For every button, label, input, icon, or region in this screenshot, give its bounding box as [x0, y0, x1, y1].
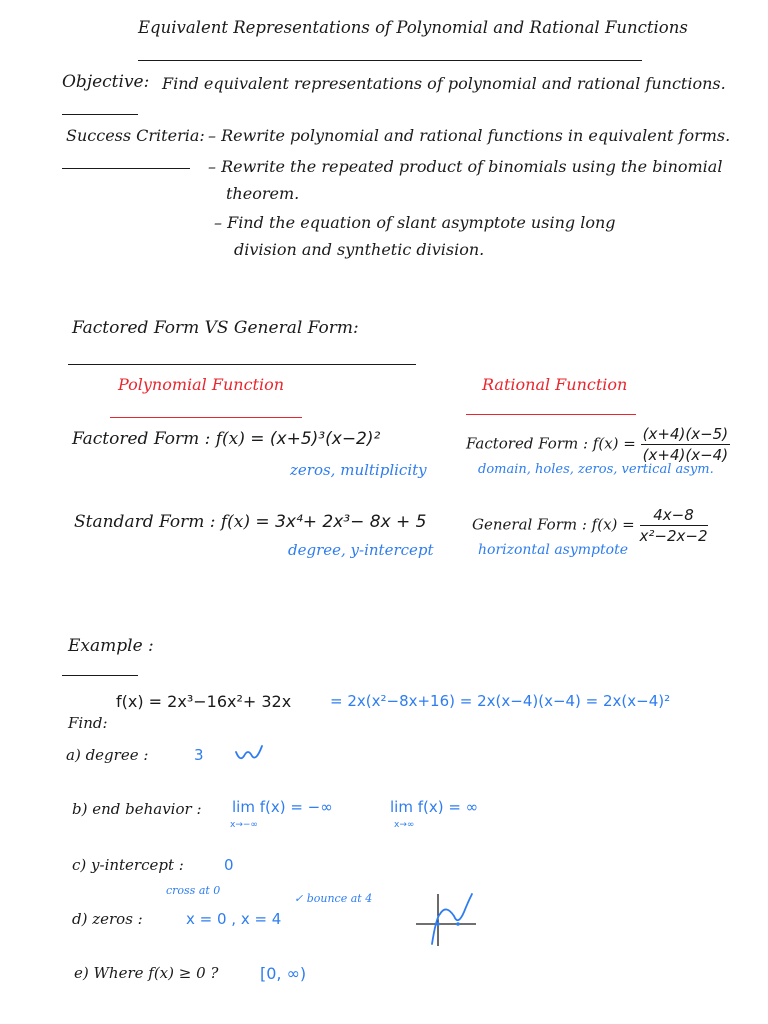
item-e-answer: [0, ∞): [260, 964, 307, 983]
section-title: Factored Form VS General Form:: [72, 318, 359, 338]
poly-factored-form: [72, 429, 380, 449]
rational-factored-fraction: [641, 425, 730, 464]
item-a-label: a) degree :: [66, 746, 149, 764]
poly-standard-label: Standard Form : f(x) =: [74, 512, 270, 532]
criteria-item-3-cont: division and synthetic division.: [234, 240, 485, 259]
item-b-limit-1-sub: x→−∞: [230, 820, 258, 830]
poly-factored-label: Factored Form : f(x) =: [72, 429, 265, 449]
rational-general-note: horizontal asymptote: [478, 542, 628, 558]
example-underline: [62, 675, 138, 676]
rational-factored-denominator: (x+4)(x−4): [642, 446, 729, 464]
example-function: f(x) = 2x³−16x²+ 32x: [116, 692, 292, 711]
criteria-item-3: – Find the equation of slant asymptote using long: [214, 213, 616, 232]
criteria-item-2-cont: theorem.: [226, 184, 300, 203]
success-criteria-underline: [62, 168, 190, 169]
example-label: Example :: [68, 636, 154, 656]
objective-label: Objective:: [62, 72, 150, 92]
page-title: Equivalent Representations of Polynomial and Rational Functions: [138, 18, 688, 37]
polynomial-heading-underline: [110, 417, 302, 418]
success-criteria-label: Success Criteria:: [66, 126, 205, 145]
rational-heading: Rational Function: [482, 375, 628, 394]
example-rewrite: = 2x(x²−8x+16) = 2x(x−4)(x−4) = 2x(x−4)²: [330, 692, 671, 710]
item-c-label: c) y-intercept :: [72, 856, 184, 874]
rational-factored-note: domain, holes, zeros, vertical asym.: [478, 462, 714, 477]
item-d-note-bounce: ✓ bounce at 4: [294, 892, 373, 905]
find-label: Find:: [68, 714, 108, 732]
poly-factored-expr: (x+5)³(x−2)²: [269, 429, 381, 449]
rational-heading-underline: [466, 414, 636, 415]
section-underline: [68, 364, 416, 365]
rational-factored-numerator: (x+4)(x−5): [642, 425, 729, 443]
objective-underline: [62, 114, 138, 115]
title-underline: [138, 60, 642, 61]
criteria-item-1: – Rewrite polynomial and rational functions in equivalent forms.: [208, 126, 731, 145]
rational-general-numerator: 4x−8: [640, 506, 708, 526]
criteria-item-2: – Rewrite the repeated product of binomials using the binomial: [208, 157, 723, 176]
item-d-label: d) zeros :: [72, 910, 143, 928]
item-b-label: b) end behavior :: [72, 800, 202, 818]
polynomial-heading: Polynomial Function: [118, 375, 285, 394]
item-d-answer: x = 0 , x = 4: [186, 910, 282, 928]
rational-factored-label: Factored Form : f(x) =: [466, 434, 636, 453]
poly-standard-form: [74, 512, 427, 532]
rational-general-form: [472, 506, 708, 545]
item-b-limit-2-sub: x→∞: [394, 820, 415, 830]
item-d-note-cross: cross at 0: [166, 884, 221, 897]
poly-standard-note: degree, y-intercept: [288, 541, 434, 559]
rational-general-fraction: [640, 506, 708, 545]
rational-general-denominator: x²−2x−2: [639, 527, 708, 545]
objective-text: Find equivalent representations of polynomial and rational functions.: [162, 74, 726, 93]
poly-standard-expr: 3x⁴+ 2x³− 8x + 5: [275, 512, 427, 532]
item-c-answer: 0: [224, 856, 234, 874]
sketch-graph-icon: [412, 888, 480, 950]
scribble-icon: [232, 742, 268, 766]
rational-factored-form: [466, 425, 730, 464]
item-e-label: e) Where f(x) ≥ 0 ?: [74, 964, 219, 982]
poly-factored-note: zeros, multiplicity: [290, 461, 427, 479]
item-a-answer: 3: [194, 746, 204, 764]
rational-general-label: General Form : f(x) =: [472, 515, 635, 534]
item-b-limit-1: lim f(x) = −∞: [232, 798, 333, 816]
item-b-limit-2: lim f(x) = ∞: [390, 798, 479, 816]
